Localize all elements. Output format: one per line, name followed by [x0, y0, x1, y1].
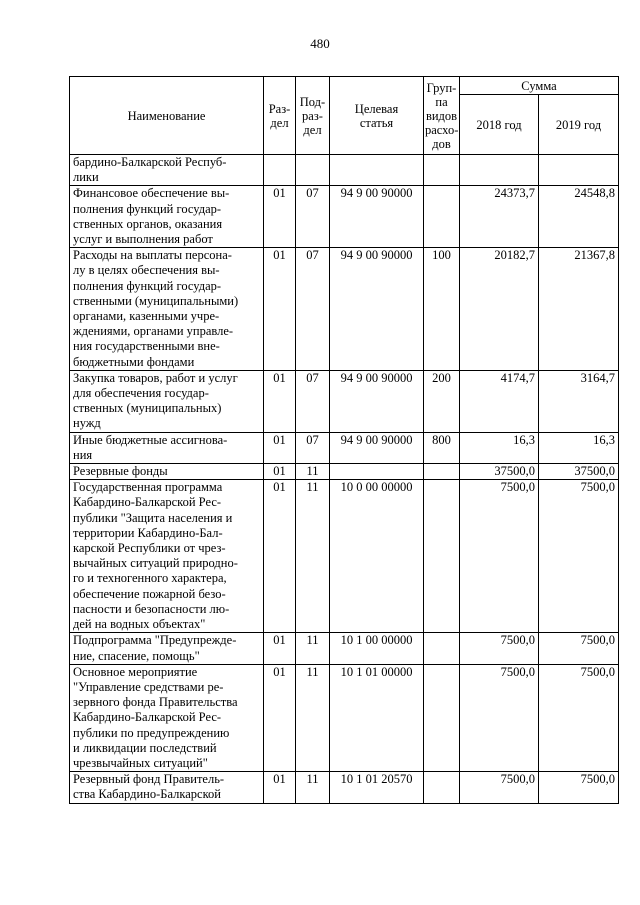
col-header-2018: 2018 год — [460, 95, 539, 155]
row-section: 01 — [264, 186, 296, 248]
row-target: 94 9 00 90000 — [330, 432, 424, 463]
table-row — [70, 155, 619, 186]
table-body — [70, 155, 619, 804]
row-name: Основное мероприятие "Управление средствами ре- зервного фонда Правительства Кабардино-Балкарской Рес- публики по предупреждению и ликвидации последствий чрезвычайных ситуаций" — [70, 664, 264, 771]
row-section: 01 — [264, 480, 296, 633]
row-subsection: 07 — [296, 370, 330, 432]
row-group — [424, 772, 460, 803]
row-sum-2019: 7500,0 — [539, 664, 619, 771]
row-group: 200 — [424, 370, 460, 432]
row-subsection: 11 — [296, 633, 330, 664]
row-section — [264, 155, 296, 186]
row-name: Расходы на выплаты персона- лу в целях обеспечения вы- полнения функций государ- ственными (муниципальными) органами, казенными учре- ждениями, органами управле- ния государственными вне- бюджетными фондами — [70, 248, 264, 371]
row-group — [424, 633, 460, 664]
row-subsection — [296, 155, 330, 186]
row-sum-2019: 7500,0 — [539, 480, 619, 633]
row-sum-2019: 3164,7 — [539, 370, 619, 432]
row-section: 01 — [264, 772, 296, 803]
row-name: Иные бюджетные ассигнова- ния — [70, 432, 264, 463]
budget-table — [69, 76, 619, 804]
row-subsection: 11 — [296, 480, 330, 633]
table-row — [70, 664, 619, 771]
row-group — [424, 186, 460, 248]
row-sum-2018 — [460, 155, 539, 186]
row-target: 10 1 01 00000 — [330, 664, 424, 771]
row-group — [424, 464, 460, 480]
row-target: 94 9 00 90000 — [330, 248, 424, 371]
table-row — [70, 480, 619, 633]
row-section: 01 — [264, 432, 296, 463]
col-header-name: Наименование — [70, 77, 264, 155]
row-name: Резервный фонд Правитель- ства Кабардино-Балкарской — [70, 772, 264, 803]
row-sum-2019: 7500,0 — [539, 772, 619, 803]
row-group: 100 — [424, 248, 460, 371]
row-group — [424, 664, 460, 771]
row-name: бардино-Балкарской Респуб- лики — [70, 155, 264, 186]
row-sum-2018: 16,3 — [460, 432, 539, 463]
row-sum-2018: 24373,7 — [460, 186, 539, 248]
row-name: Подпрограмма "Предупрежде- ние, спасение, помощь" — [70, 633, 264, 664]
row-sum-2019: 16,3 — [539, 432, 619, 463]
table-row — [70, 772, 619, 803]
row-sum-2018: 20182,7 — [460, 248, 539, 371]
row-target — [330, 464, 424, 480]
row-sum-2018: 37500,0 — [460, 464, 539, 480]
table-row — [70, 432, 619, 463]
row-name: Закупка товаров, работ и услуг для обеспечения государ- ственных (муниципальных) нужд — [70, 370, 264, 432]
row-subsection: 11 — [296, 464, 330, 480]
row-subsection: 07 — [296, 186, 330, 248]
row-sum-2019: 24548,8 — [539, 186, 619, 248]
row-target: 94 9 00 90000 — [330, 186, 424, 248]
col-header-target: Целевая статья — [330, 77, 424, 155]
row-section: 01 — [264, 370, 296, 432]
row-section: 01 — [264, 633, 296, 664]
table-row — [70, 464, 619, 480]
row-name: Резервные фонды — [70, 464, 264, 480]
page-number: 480 — [310, 36, 330, 51]
row-sum-2019 — [539, 155, 619, 186]
table-row — [70, 370, 619, 432]
row-section: 01 — [264, 664, 296, 771]
row-name: Финансовое обеспечение вы- полнения функций государ- ственных органов, оказания услуг и выполнения работ — [70, 186, 264, 248]
row-sum-2018: 4174,7 — [460, 370, 539, 432]
row-section: 01 — [264, 248, 296, 371]
row-target: 10 0 00 00000 — [330, 480, 424, 633]
row-sum-2018: 7500,0 — [460, 772, 539, 803]
col-header-section: Раз- дел — [264, 77, 296, 155]
row-target — [330, 155, 424, 186]
row-sum-2018: 7500,0 — [460, 480, 539, 633]
col-header-subsection: Под- раз- дел — [296, 77, 330, 155]
row-target: 10 1 01 20570 — [330, 772, 424, 803]
row-subsection: 07 — [296, 432, 330, 463]
row-section: 01 — [264, 464, 296, 480]
row-group — [424, 480, 460, 633]
row-name: Государственная программа Кабардино-Балкарской Рес- публики "Защита населения и территории Кабардино-Бал- карской Республики от чрез- вычайных ситуаций природно- го и техногенного характера, обеспечение пожарной безо- пасности и безопасности лю- дей на водных объектах" — [70, 480, 264, 633]
row-sum-2019: 7500,0 — [539, 633, 619, 664]
row-sum-2018: 7500,0 — [460, 633, 539, 664]
row-target: 94 9 00 90000 — [330, 370, 424, 432]
col-header-2019: 2019 год — [539, 95, 619, 155]
row-sum-2019: 21367,8 — [539, 248, 619, 371]
row-subsection: 11 — [296, 664, 330, 771]
table-row — [70, 186, 619, 248]
table-row — [70, 633, 619, 664]
row-subsection: 11 — [296, 772, 330, 803]
col-header-sum: Сумма — [460, 77, 619, 95]
row-subsection: 07 — [296, 248, 330, 371]
row-group: 800 — [424, 432, 460, 463]
table-row — [70, 248, 619, 371]
row-sum-2019: 37500,0 — [539, 464, 619, 480]
row-sum-2018: 7500,0 — [460, 664, 539, 771]
row-target: 10 1 00 00000 — [330, 633, 424, 664]
row-group — [424, 155, 460, 186]
col-header-group: Груп- па видов расхо- дов — [424, 77, 460, 155]
